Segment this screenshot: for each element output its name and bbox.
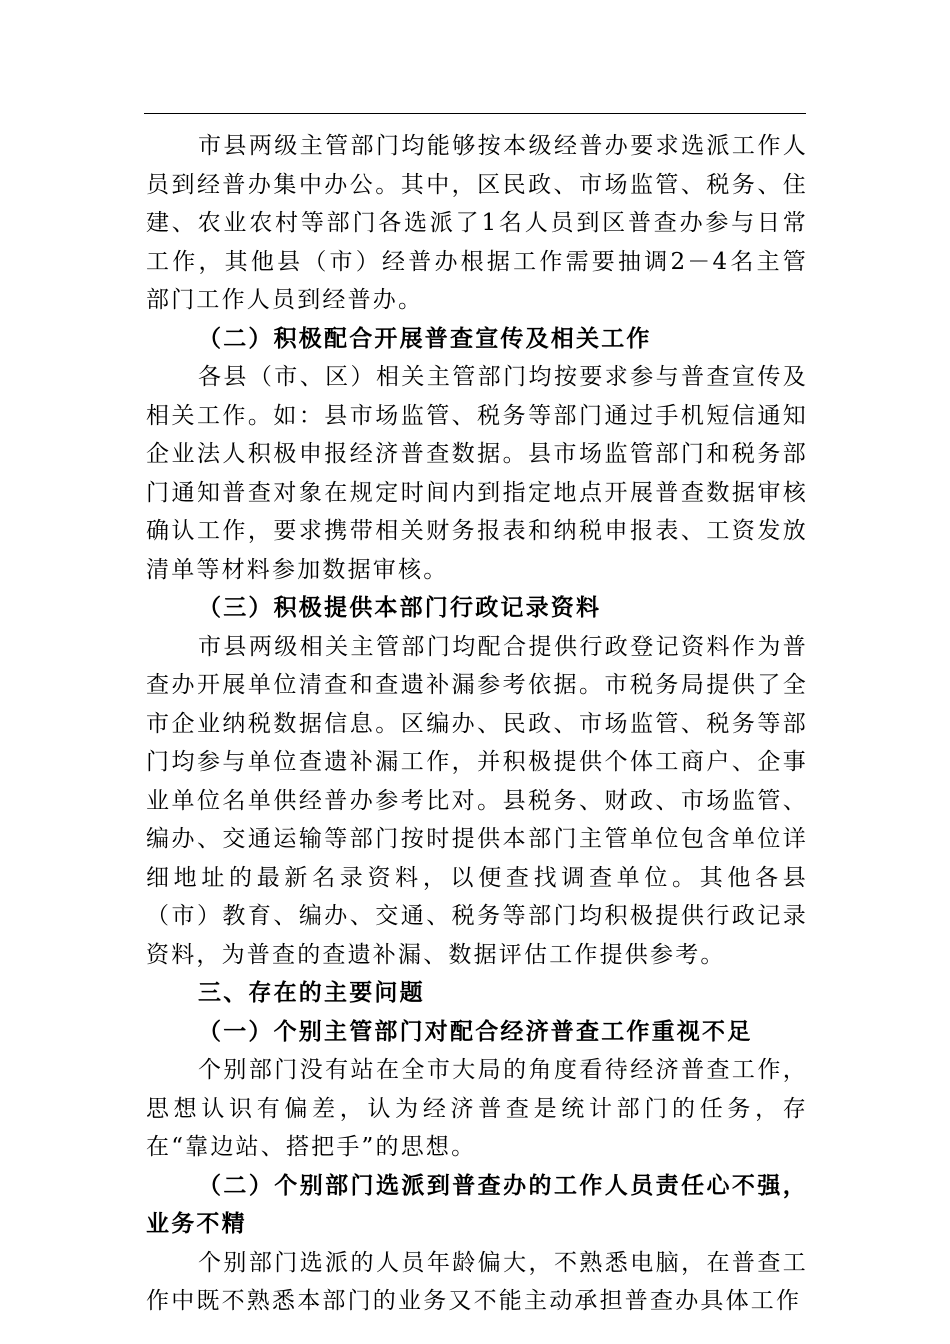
paragraph-problem-attention: 个别部门没有站在全市大局的角度看待经济普查工作，思想认识有偏差，认为经济普查是统计部门的任务，存在“靠边站、搭把手”的思想。: [146, 1057, 808, 1160]
paragraph-problem-staff: 个别部门选派的人员年龄偏大，不熟悉电脑，在普查工作中既不熟悉本部门的业务又不能主动承担普查办具体工作: [146, 1249, 808, 1314]
subheading-publicity: （二）积极配合开展普查宣传及相关工作: [198, 324, 652, 352]
subheading-problem-attention: （一）个别主管部门对配合经济普查工作重视不足: [198, 1017, 753, 1045]
paragraph-staffing: 市县两级主管部门均能够按本级经普办要求选派工作人员到经普办集中办公。其中，区民政、市场监管、税务、住建、农业农村等部门各选派了1名人员到区普查办参与日常工作，其他县（市）经普办根据工作需要抽调2－4名主管部门工作人员到经普办。: [146, 133, 808, 313]
document-body: [146, 127, 808, 1321]
section-heading-problems: 三、存在的主要问题: [198, 980, 425, 1006]
header-rule: [144, 113, 806, 114]
subheading-admin-records: （三）积极提供本部门行政记录资料: [198, 594, 602, 621]
paragraph-publicity: 各县（市、区）相关主管部门均按要求参与普查宣传及相关工作。如：县市场监管、税务等部门通过手机短信通知企业法人积极申报经济普查数据。县市场监管部门和税务部门通知普查对象在规定时间内到指定地点开展普查数据审核确认工作，要求携带相关财务报表和纳税申报表、工资发放清单等材料参加数据审核。: [146, 364, 808, 583]
subheading-problem-staff: （二）个别部门选派到普查办的工作人员责任心不强，业务不精: [146, 1171, 808, 1237]
paragraph-admin-records: 市县两级相关主管部门均配合提供行政登记资料作为普查办开展单位清查和查遗补漏参考依据。市税务局提供了全市企业纳税数据信息。区编办、民政、市场监管、税务等部门均参与单位查遗补漏工作，并积极提供个体工商户、企事业单位名单供经普办参考比对。县税务、财政、市场监管、编办、交通运输等部门按时提供本部门主管单位包含单位详细地址的最新名录资料，以便查找调查单位。其他各县（市）教育、编办、交通、税务等部门均积极提供行政记录资料，为普查的查遗补漏、数据评估工作提供参考。: [146, 633, 808, 968]
